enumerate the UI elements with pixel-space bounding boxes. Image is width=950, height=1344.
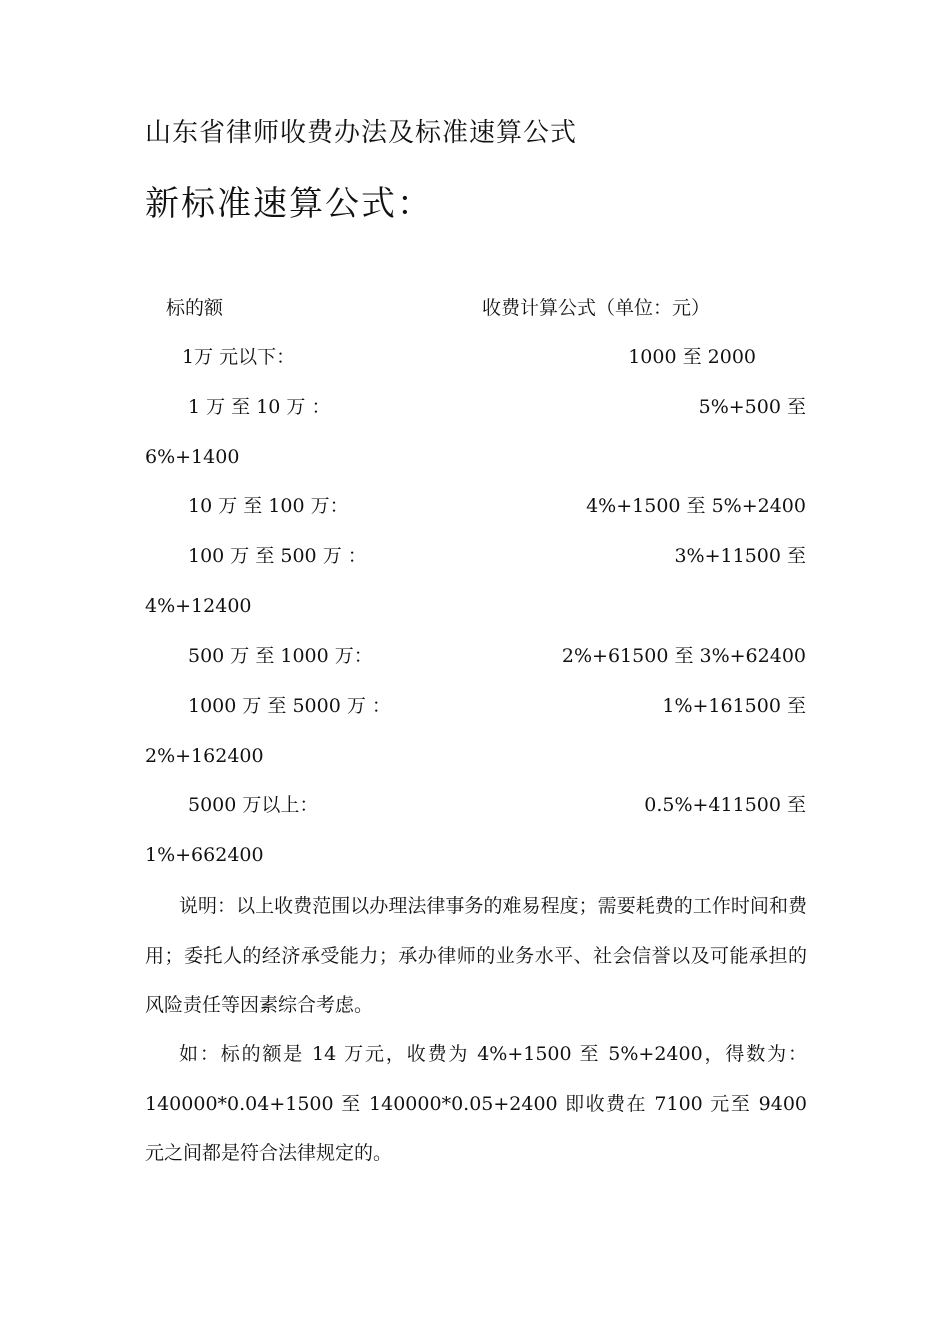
fee-formula: 4%+1500 至 5%+2400 bbox=[586, 495, 806, 517]
fee-range: 10 万 至 100 万： bbox=[188, 495, 349, 517]
fee-row bbox=[188, 644, 806, 668]
section-heading: 新标准速算公式： bbox=[145, 184, 433, 224]
fee-formula: 0.5%+411500 至 bbox=[644, 794, 806, 816]
fee-row bbox=[188, 694, 806, 718]
explanation-paragraph: 说明：以上收费范围以办理法律事务的难易程度；需要耗费的工作时间和费用；委托人的经济承受能力；承办律师的业务水平、社会信誉以及可能承担的风险责任等因素综合考虑。 bbox=[145, 895, 807, 1017]
fee-formula: 5%+500 至 bbox=[698, 396, 806, 418]
fee-row bbox=[188, 395, 806, 419]
fee-range: 1 万 至 10 万 ： bbox=[188, 396, 331, 418]
header-fee-formula: 收费计算公式（单位：元） bbox=[482, 297, 711, 319]
fee-row bbox=[188, 544, 806, 568]
header-subject-amount: 标的额 bbox=[166, 297, 224, 319]
fee-formula: 3%+11500 至 bbox=[674, 545, 806, 567]
fee-formula: 2%+61500 至 3%+62400 bbox=[561, 645, 806, 667]
fee-range: 5000 万以上： bbox=[188, 794, 319, 816]
fee-formula-continuation: 4%+12400 bbox=[145, 595, 252, 617]
fee-formula-continuation: 1%+662400 bbox=[145, 844, 264, 866]
fee-range: 500 万 至 1000 万： bbox=[188, 645, 373, 667]
fee-range: 1万 元以下： bbox=[182, 346, 296, 368]
fee-formula-continuation: 2%+162400 bbox=[145, 745, 264, 767]
fee-formula-continuation: 6%+1400 bbox=[145, 446, 240, 468]
fee-formula: 1000 至 2000 bbox=[628, 346, 756, 368]
fee-range: 1000 万 至 5000 万 ： bbox=[188, 695, 391, 717]
fee-row bbox=[188, 793, 806, 817]
fee-row bbox=[182, 345, 806, 369]
fee-row bbox=[188, 494, 806, 518]
fee-range: 100 万 至 500 万 ： bbox=[188, 545, 367, 567]
document-title: 山东省律师收费办法及标准速算公式 bbox=[145, 118, 578, 148]
fee-formula: 1%+161500 至 bbox=[662, 695, 806, 717]
example-paragraph: 如：标的额是 14 万元，收费为 4%+1500 至 5%+2400，得数为：140000*0.04+1500 至 140000*0.05+2400 即收费在 7100 元至 9400 元之间都是符合法律规定的。 bbox=[145, 1043, 807, 1165]
